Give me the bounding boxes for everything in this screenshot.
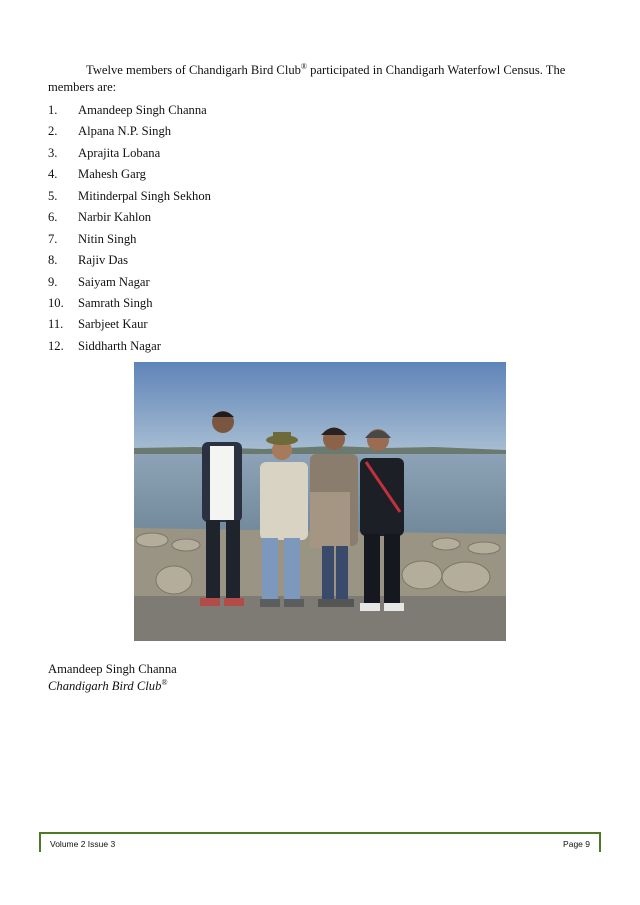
member-name: Amandeep Singh Channa xyxy=(78,103,207,117)
group-photo-illustration xyxy=(134,362,506,641)
list-number: 1. xyxy=(48,103,58,117)
list-number: 11. xyxy=(48,317,64,332)
organization-label: Chandigarh Bird Club xyxy=(48,679,162,693)
member-name: Narbir Kahlon xyxy=(78,210,152,225)
intro-text-end: participated in Chandigarh Waterfowl Census. The members are: xyxy=(48,63,566,94)
member-name: Siddharth Nagar xyxy=(78,338,161,353)
list-number: 10. xyxy=(48,295,64,310)
list-number: 3. xyxy=(48,145,58,160)
signature-block xyxy=(48,661,177,695)
list-number: 7. xyxy=(48,231,58,246)
author-name: Amandeep Singh Channa xyxy=(48,662,177,676)
list-number: 4. xyxy=(48,167,58,182)
member-name: Saiyam Nagar xyxy=(78,274,150,289)
member-name: Mahesh Garg xyxy=(78,167,146,182)
organization-name xyxy=(48,678,177,695)
member-name: Nitin Singh xyxy=(78,231,137,246)
sky xyxy=(134,362,506,454)
page-footer xyxy=(39,832,601,852)
list-number: 9. xyxy=(48,274,58,289)
registered-mark: ® xyxy=(300,62,307,71)
list-number: 8. xyxy=(48,253,58,268)
list-number: 5. xyxy=(48,188,58,203)
list-number: 12. xyxy=(48,338,64,353)
list-number: 6. xyxy=(48,210,58,225)
member-name: Rajiv Das xyxy=(78,253,129,268)
member-name: Alpana N.P. Singh xyxy=(78,124,172,139)
page-number: Page 9 xyxy=(563,839,590,849)
list-number: 2. xyxy=(48,124,58,139)
member-name: Samrath Singh xyxy=(78,295,153,310)
intro-text-start: Twelve members of Chandigarh Bird Club xyxy=(86,63,301,77)
registered-mark: ® xyxy=(161,678,168,687)
member-name: Aprajita Lobana xyxy=(78,145,161,160)
member-name: Mitinderpal Singh Sekhon xyxy=(78,188,211,203)
member-name: Sarbjeet Kaur xyxy=(78,317,148,332)
intro-paragraph xyxy=(48,62,596,96)
volume-issue: Volume 2 Issue 3 xyxy=(50,839,116,849)
group-photo xyxy=(134,362,506,641)
